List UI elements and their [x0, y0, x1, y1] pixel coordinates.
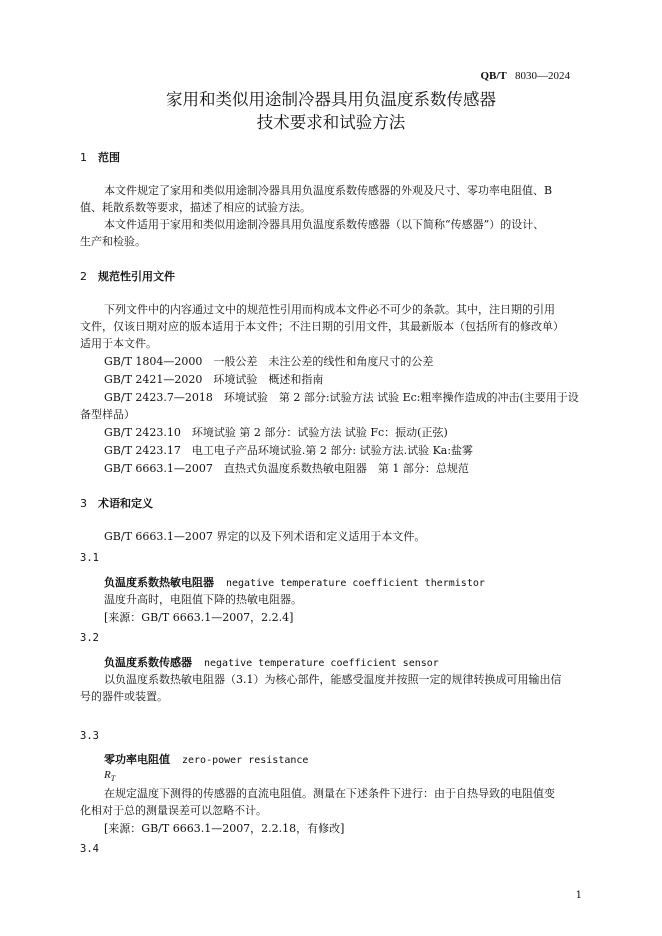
paragraph: 本文件适用于家用和类似用途制冷器具用负温度系数传感器（以下简称“传感器”）的设计、 — [104, 218, 545, 231]
reference-item-continued: 备型样品） — [80, 408, 135, 421]
paragraph: GB/T 6663.1—2007 界定的以及下列术语和定义适用于本文件。 — [104, 530, 426, 543]
reference-item: GB/T 6663.1—2007 直热式负温度系数热敏电阻器 第 1 部分：总规范 — [104, 462, 469, 475]
term-entry — [104, 751, 308, 767]
paragraph: 文件，仅该日期对应的版本适用于本文件；不注日期的引用文件，其最新版本（包括所有的修改单） — [80, 320, 564, 333]
reference-item: GB/T 2423.17 电工电子产品环境试验.第 2 部分: 试验方法.试验 Ka:盐雾 — [104, 444, 474, 457]
reference-item: GB/T 2423.10 环境试验 第 2 部分：试验方法 试验 Fc：振动(正弦) — [104, 426, 448, 439]
section-number: 1 — [80, 151, 87, 164]
paragraph: 下列文件中的内容通过文中的规范性引用而构成本文件必不可少的条款。其中，注日期的引用 — [104, 303, 555, 316]
paragraph: 本文件规定了家用和类似用途制冷器具用负温度系数传感器的外观及尺寸、零功率电阻值、B — [104, 184, 553, 197]
term-english: negative temperature coefficient sensor — [204, 658, 439, 669]
term-entry — [104, 654, 439, 670]
term-definition: 号的器件或装置。 — [80, 690, 168, 703]
section-number: 2 — [80, 270, 87, 283]
reference-item: GB/T 1804—2000 一般公差 未注公差的线性和角度尺寸的公差 — [104, 355, 434, 368]
section-title: 规范性引用文件 — [98, 270, 175, 283]
reference-item: GB/T 2423.7—2018 环境试验 第 2 部分:试验方法 试验 Ec:粗率操作造成的冲击(主要用于设 — [104, 391, 579, 404]
term-chinese: 负温度系数传感器 — [104, 656, 192, 669]
term-definition: 温度升高时，电阻值下降的热敏电阻器。 — [104, 593, 302, 606]
section-number: 3 — [80, 497, 87, 510]
page-number: 1 — [575, 890, 582, 901]
section-title: 范围 — [98, 151, 120, 164]
paragraph: 值、耗散系数等要求，描述了相应的试验方法。 — [80, 201, 311, 214]
paragraph: 生产和检验。 — [80, 235, 146, 248]
section-3-heading — [80, 495, 153, 511]
document-title-line2: 技术要求和试验方法 — [256, 113, 406, 132]
term-entry — [104, 574, 485, 590]
term-number: 3.4 — [80, 843, 99, 855]
standard-number — [480, 70, 570, 82]
reference-item: GB/T 2421—2020 环境试验 概述和指南 — [104, 373, 324, 386]
term-definition: 化相对于总的测量误差可以忽略不计。 — [80, 804, 267, 817]
term-source: [来源：GB/T 6663.1—2007，2.2.4] — [104, 611, 294, 624]
term-source: [来源：GB/T 6663.1—2007，2.2.18，有修改] — [104, 822, 345, 835]
term-number: 3.2 — [80, 632, 99, 644]
symbol-subscript: T — [110, 774, 116, 784]
term-definition: 以负温度系数热敏电阻器（3.1）为核心部件，能感受温度并按照一定的规律转换成可用输出信 — [104, 673, 562, 686]
symbol-main: R — [104, 769, 111, 781]
term-number: 3.3 — [80, 730, 99, 742]
section-1-heading — [80, 149, 120, 165]
standard-code: 8030—2024 — [515, 70, 570, 82]
term-english: negative temperature coefficient thermistor — [226, 578, 485, 589]
term-chinese: 零功率电阻值 — [104, 753, 170, 766]
paragraph: 适用于本文件。 — [80, 337, 157, 350]
standard-prefix: QB/T — [480, 70, 507, 82]
term-number: 3.1 — [80, 552, 99, 564]
section-title: 术语和定义 — [98, 497, 153, 510]
term-english: zero-power resistance — [182, 755, 309, 766]
document-title-line1: 家用和类似用途制冷器具用负温度系数传感器 — [166, 90, 496, 109]
term-definition: 在规定温度下测得的传感器的直流电阻值。测量在下述条件下进行：由于自热导致的电阻值变 — [104, 787, 555, 800]
term-chinese: 负温度系数热敏电阻器 — [104, 576, 214, 589]
section-2-heading — [80, 268, 175, 284]
